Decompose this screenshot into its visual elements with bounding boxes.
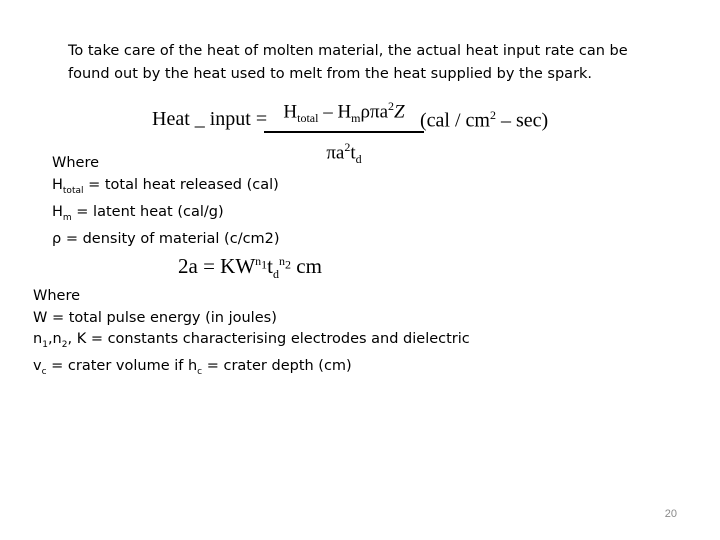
- equation-denominator: $\pi a^2t_d$: [326, 139, 362, 166]
- where-heading-1: Where: [52, 155, 100, 171]
- equation-fraction: [264, 94, 424, 170]
- heat-input-equation: [152, 94, 552, 166]
- fraction-bar: [264, 131, 424, 133]
- intro-line-2: found out by the heat used to melt from the heat supplied by the spark.: [68, 66, 593, 82]
- definition-w: W = total pulse energy (in joules): [33, 309, 277, 326]
- definition-vc-hc: $v_c$ = crater volume if $h_c$ = crater depth (cm): [33, 358, 352, 378]
- intro-paragraph: [68, 40, 668, 86]
- crater-equation: $2a = KW^{n_1}t_d^{n_2}$ cm: [178, 254, 322, 282]
- page-number: 20: [664, 508, 677, 520]
- definition-h-total: $H_{total}$ = total heat released (cal): [52, 176, 279, 196]
- equation-units: $(cal / cm^2 - \sec)$: [420, 108, 549, 132]
- definition-n-k: $n_1,n_2$, K = constants characterising electrodes and dielectric: [33, 331, 470, 350]
- definition-h-m: $H_m$ = latent heat (cal/g): [52, 203, 224, 223]
- where-heading-2: Where: [33, 288, 81, 304]
- intro-line-1: To take care of the heat of molten material, the actual heat input rate can be: [68, 43, 628, 59]
- equation-numerator: $H_{total} - H_m\rho\pi a^2Z$: [283, 99, 405, 126]
- equation-lhs: Heat _ input =: [152, 108, 268, 130]
- definition-rho: ρ = density of material (c/cm2): [52, 231, 280, 248]
- where-block-1: [52, 153, 280, 251]
- where-block-2: [33, 286, 470, 384]
